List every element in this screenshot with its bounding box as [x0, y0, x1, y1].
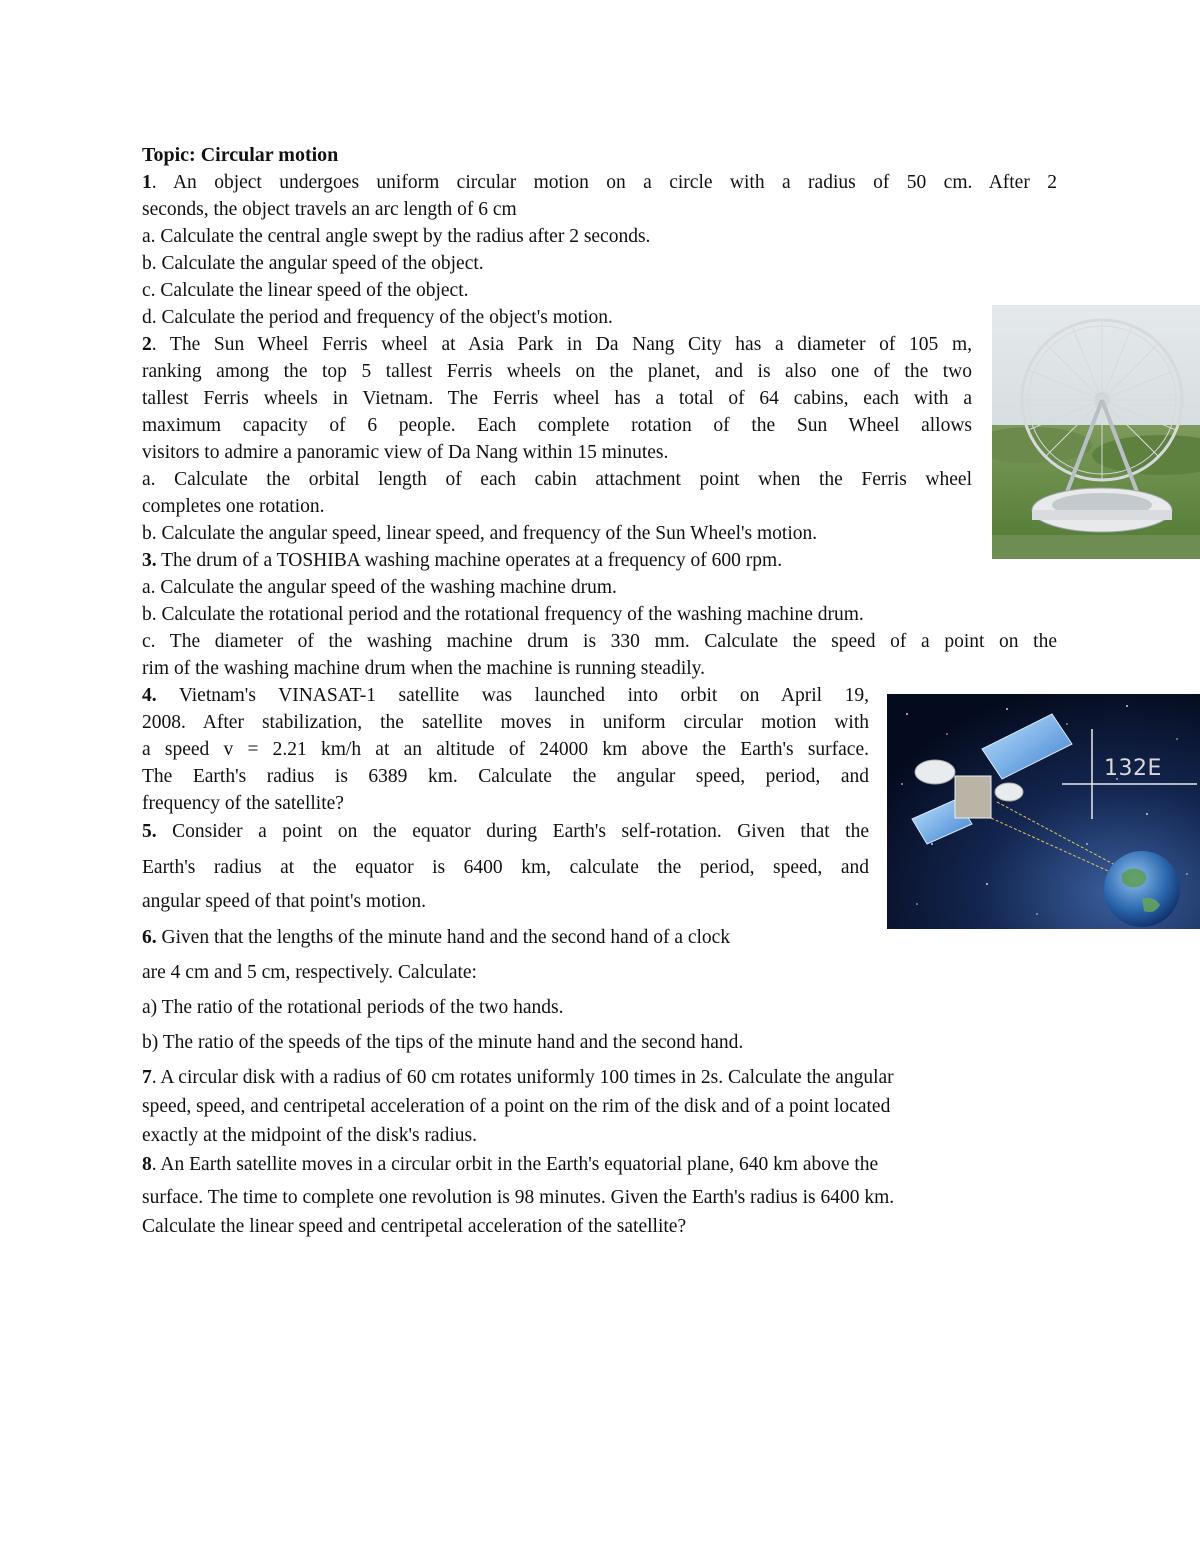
q6-a: a) The ratio of the rotational periods of the two hands. — [142, 997, 564, 1018]
q2-line3: tallest Ferris wheels in Vietnam. The Ferris wheel has a total of 64 cabins, each with a — [142, 388, 972, 409]
q8-number: 8 — [142, 1154, 152, 1175]
satellite-longitude-label: 132E — [1104, 756, 1162, 781]
q5-line2: Earth's radius at the equator is 6400 km, calculate the period, speed, and — [142, 857, 869, 878]
page-title: Topic: Circular motion — [142, 144, 339, 166]
q3-b: b. Calculate the rotational period and the rotational frequency of the washing machine drum. — [142, 604, 864, 625]
q4-line2: 2008. After stabilization, the satellite moves in uniform circular motion with — [142, 712, 869, 733]
q3-line1 — [142, 547, 782, 574]
q8-line2: surface. The time to complete one revolution is 98 minutes. Given the Earth's radius is 6400 km. — [142, 1187, 895, 1208]
q3-a: a. Calculate the angular speed of the washing machine drum. — [142, 577, 617, 598]
q1-d: d. Calculate the period and frequency of the object's motion. — [142, 307, 613, 328]
q5-line3: angular speed of that point's motion. — [142, 891, 427, 912]
q1-text1: . An object undergoes uniform circular motion on a circle with a radius of 50 cm. After 2 — [151, 172, 1057, 193]
q2-a-line2: completes one rotation. — [142, 496, 325, 517]
q3-c-line1: c. The diameter of the washing machine drum is 330 mm. Calculate the speed of a point on the — [142, 631, 1057, 652]
q4-text1: Vietnam's VINASAT-1 satellite was launched into orbit on April 19, — [156, 685, 869, 706]
q4-number: 4. — [142, 685, 157, 706]
q1-a: a. Calculate the central angle swept by the radius after 2 seconds. — [142, 226, 651, 247]
satellite-icon — [887, 694, 1200, 929]
q5-text1: Consider a point on the equator during Earth's self-rotation. Given that the — [156, 821, 869, 842]
q6-line1 — [142, 924, 730, 951]
q1-b: b. Calculate the angular speed of the object. — [142, 253, 484, 274]
q4-line1 — [142, 682, 869, 709]
q6-number: 6. — [142, 927, 157, 948]
q4-line5: frequency of the satellite? — [142, 793, 344, 814]
q5-number: 5. — [142, 821, 157, 842]
q2-line2: ranking among the top 5 tallest Ferris wheels on the planet, and is also one of the two — [142, 361, 972, 382]
q1-line1 — [142, 169, 1057, 196]
q7-line2: speed, speed, and centripetal acceleration of a point on the rim of the disk and of a point located — [142, 1096, 891, 1117]
q7-text1: . A circular disk with a radius of 60 cm rotates uniformly 100 times in 2s. Calculate the angular — [151, 1067, 894, 1088]
q3-number: 3. — [142, 550, 157, 571]
q6-text1: Given that the lengths of the minute hand and the second hand of a clock — [156, 927, 731, 948]
q1-number: 1 — [142, 172, 152, 193]
q4-line4: The Earth's radius is 6389 km. Calculate the angular speed, period, and — [142, 766, 869, 787]
q6-b: b) The ratio of the speeds of the tips of the minute hand and the second hand. — [142, 1032, 744, 1053]
q7-number: 7 — [142, 1067, 152, 1088]
ferris-wheel-icon — [992, 305, 1200, 559]
q7-line1 — [142, 1064, 894, 1091]
satellite-photo — [887, 694, 1200, 929]
ferris-wheel-photo — [992, 305, 1200, 559]
q2-line4: maximum capacity of 6 people. Each complete rotation of the Sun Wheel allows — [142, 415, 972, 436]
q3-c-line2: rim of the washing machine drum when the machine is running steadily. — [142, 658, 706, 679]
q3-text1: The drum of a TOSHIBA washing machine operates at a frequency of 600 rpm. — [156, 550, 783, 571]
q7-line3: exactly at the midpoint of the disk's radius. — [142, 1125, 477, 1146]
q2-line1 — [142, 331, 972, 358]
q2-b: b. Calculate the angular speed, linear speed, and frequency of the Sun Wheel's motion. — [142, 523, 818, 544]
q6-line2: are 4 cm and 5 cm, respectively. Calculate: — [142, 962, 477, 983]
q4-line3: a speed v = 2.21 km/h at an altitude of 24000 km above the Earth's surface. — [142, 739, 869, 760]
q2-a-line1: a. Calculate the orbital length of each cabin attachment point when the Ferris wheel — [142, 469, 972, 490]
q8-line1 — [142, 1151, 878, 1178]
q2-text1: . The Sun Wheel Ferris wheel at Asia Park in Da Nang City has a diameter of 105 m, — [151, 334, 972, 355]
q2-line5: visitors to admire a panoramic view of Da Nang within 15 minutes. — [142, 442, 669, 463]
q1-line2: seconds, the object travels an arc length of 6 cm — [142, 199, 517, 220]
q1-c: c. Calculate the linear speed of the object. — [142, 280, 469, 301]
q5-line1 — [142, 818, 869, 845]
q8-line3: Calculate the linear speed and centripetal acceleration of the satellite? — [142, 1216, 687, 1237]
q8-text1: . An Earth satellite moves in a circular orbit in the Earth's equatorial plane, 640 km above the — [151, 1154, 879, 1175]
q2-number: 2 — [142, 334, 152, 355]
